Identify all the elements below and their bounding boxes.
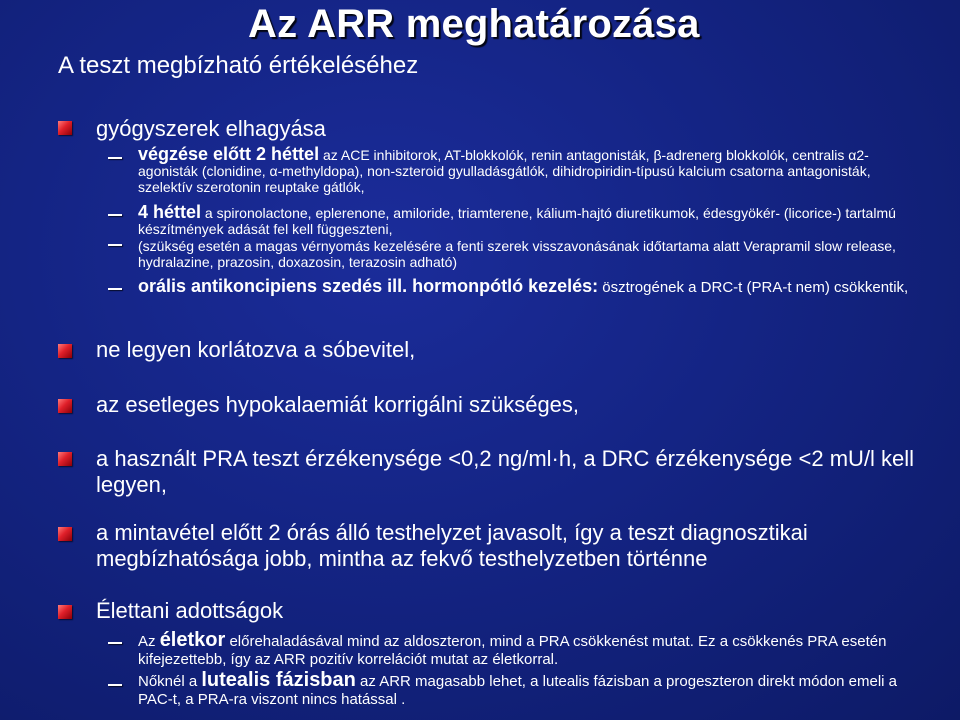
- page-subtitle: A teszt megbízható értékeléséhez: [58, 52, 419, 79]
- sub-item-4-weeks: [138, 204, 928, 237]
- sub-item-emphasis: életkor: [159, 629, 226, 651]
- dash-marker-icon: [108, 157, 122, 159]
- sub-item-text: az ARR magasabb lehet, a lutealis fázisban a progeszteron direkt módon emeli a PAC-t, a PRA-ra viszont nincs hatással .: [138, 673, 898, 708]
- sub-item-text: (szükség esetén a magas vérnyomás kezelésére a fenti szerek visszavonásának időtartama alatt Verapramil slow release, hydralazine, prazosin, doxazosin, terazosin adható): [138, 238, 896, 270]
- bullet-heading-physiology: Élettani adottságok: [96, 598, 284, 623]
- page-title: Az ARR meghatározása: [248, 2, 700, 46]
- sub-item-2-weeks: [138, 146, 928, 195]
- bullet-hypokalaemia: az esetleges hypokalaemiát korrigálni szükséges,: [96, 392, 580, 417]
- sub-item-contraceptives: [138, 278, 928, 297]
- sub-item-lead: 4 héttel: [138, 202, 202, 222]
- sub-item-text: Nőknél a: [138, 673, 202, 690]
- bullet-marker-icon: [58, 344, 72, 358]
- dash-marker-icon: [108, 684, 122, 686]
- sub-item-lead: orális antikoncipiens szedés ill. hormonpótló kezelés:: [138, 276, 599, 296]
- bullet-heading-drugs: gyógyszerek elhagyása: [96, 116, 326, 141]
- bullet-marker-icon: [58, 527, 72, 541]
- bullet-salt-intake: ne legyen korlátozva a sóbevitel,: [96, 337, 416, 362]
- sub-item-text: a spironolactone, eplerenone, amiloride, triamterene, kálium-hajtó diuretikumok, édesgyökér- (licorice-) tartalmú készítmények adását fel kell függeszteni,: [138, 205, 896, 237]
- dash-marker-icon: [108, 214, 122, 216]
- sub-item-text: előrehaladásával mind az aldoszteron, mind a PRA csökkenést mutat. Ez a csökkenés PRA esetén kifejezettebb, így az ARR pozitív korrelációt mutat az életkorral.: [138, 633, 887, 668]
- sub-item-text: az ACE inhibitorok, AT-blokkolók, renin antagonisták, β-adrenerg blokkolók, centralis α2-agonisták (clonidine, α-methyldopa), non-szteroid gyulladásgátlók, dihidropiridin-típusú kalcium csatorna antagonisták, szelektív szerotonin reuptake gátlók,: [138, 147, 871, 195]
- bullet-marker-icon: [58, 399, 72, 413]
- sub-item-emphasis: lutealis fázisban: [201, 669, 356, 691]
- dash-marker-icon: [108, 642, 122, 644]
- sub-item-text: Az: [138, 633, 160, 650]
- bullet-marker-icon: [58, 605, 72, 619]
- bullet-marker-icon: [58, 452, 72, 466]
- sub-item-alternative-drugs: [138, 238, 928, 270]
- sub-item-age: [138, 631, 928, 669]
- sub-item-text: ösztrogének a DRC-t (PRA-t nem) csökkentik,: [598, 279, 909, 296]
- bullet-marker-icon: [58, 121, 72, 135]
- bullet-test-sensitivity: a használt PRA teszt érzékenysége <0,2 ng/ml·h, a DRC érzékenysége <2 mU/l kell legyen,: [96, 446, 915, 497]
- sub-item-lead: végzése előtt 2 héttel: [138, 144, 320, 164]
- dash-marker-icon: [108, 244, 122, 246]
- sub-item-luteal-phase: [138, 671, 928, 709]
- dash-marker-icon: [108, 288, 122, 290]
- bullet-posture: a mintavétel előtt 2 órás álló testhelyzet javasolt, így a teszt diagnosztikai megbízhatósága jobb, mintha az fekvő testhelyzetben történne: [96, 520, 808, 571]
